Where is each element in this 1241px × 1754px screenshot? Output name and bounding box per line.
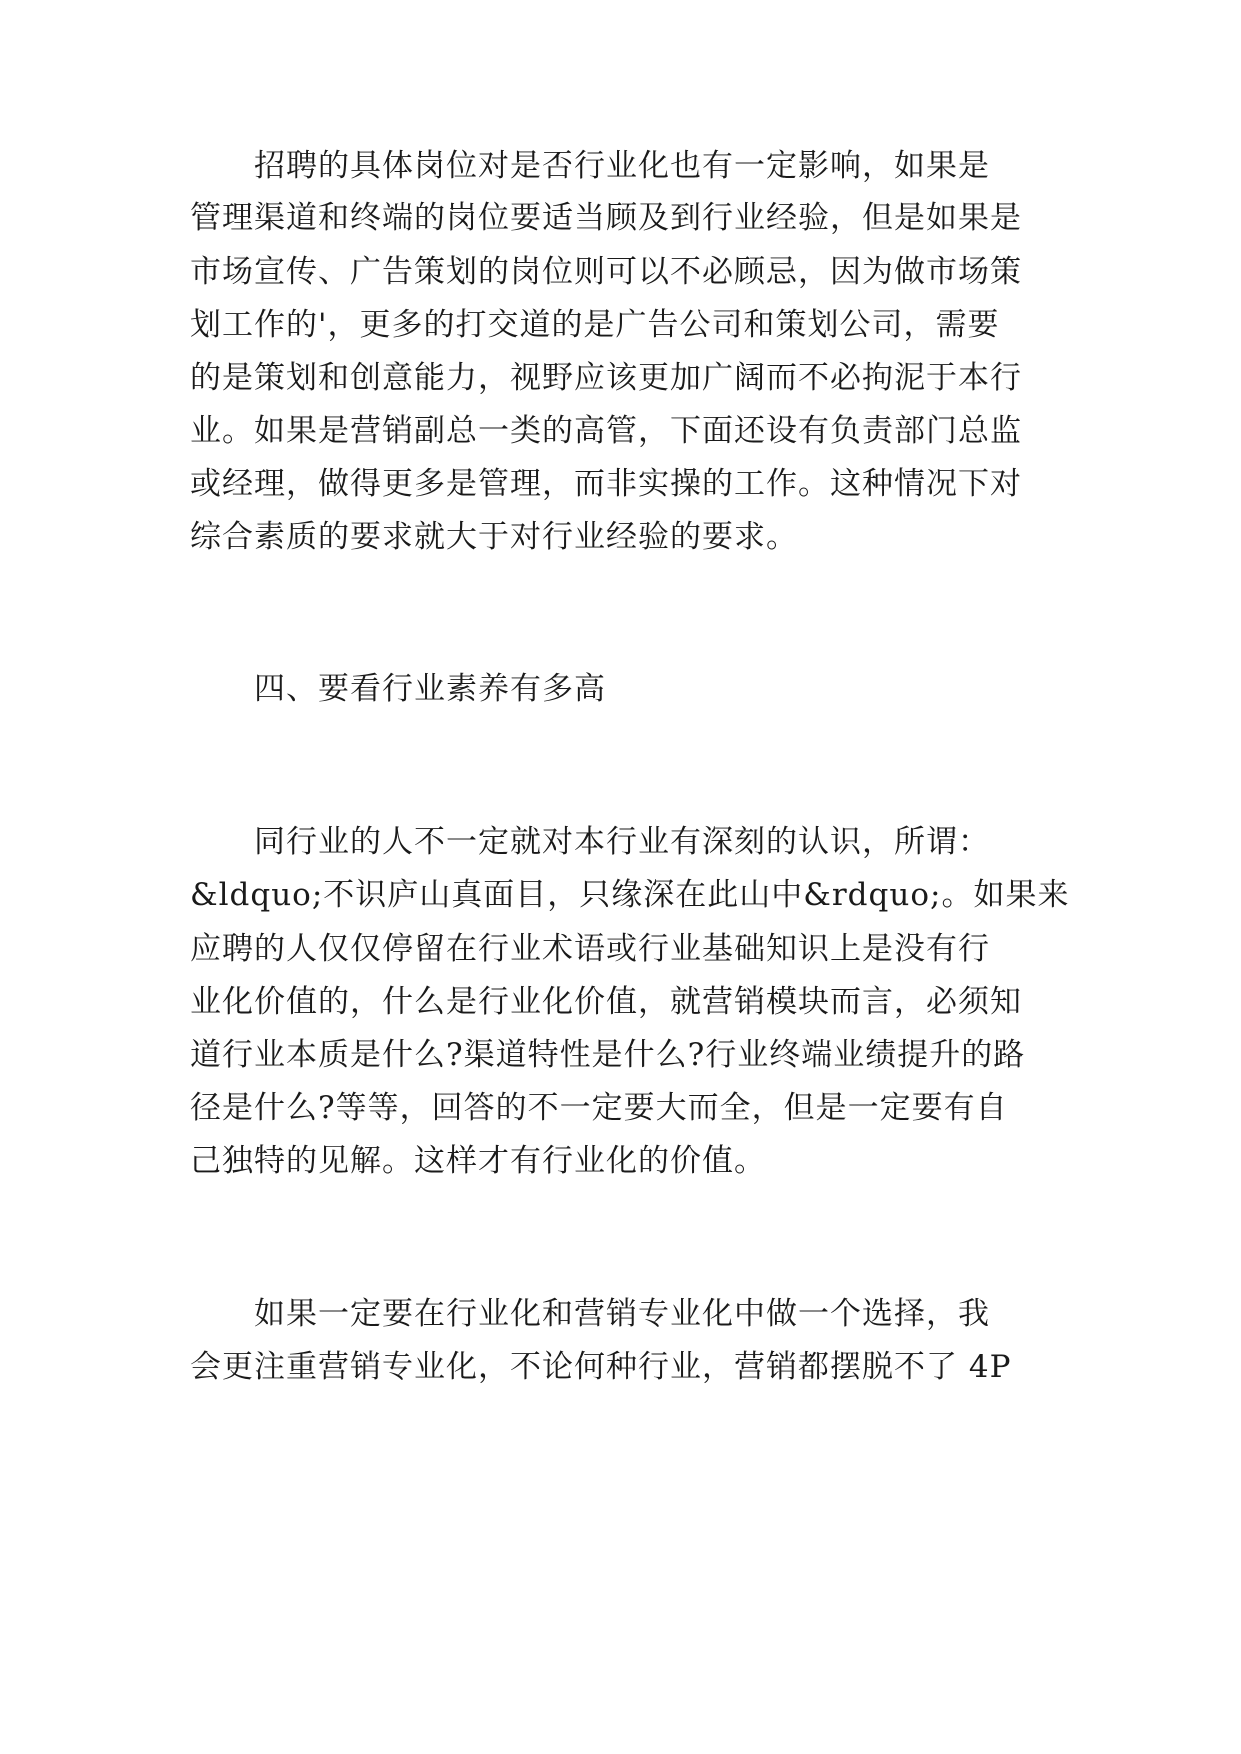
paragraph-2-line-2: &ldquo;不识庐山真面目，只缘深在此山中&rdquo;。如果来 <box>190 877 1070 913</box>
paragraph-2-line-7: 己独特的见解。这样才有行业化的价值。 <box>190 1143 766 1179</box>
paragraph-3-line-1: 如果一定要在行业化和营销专业化中做一个选择，我 <box>190 1296 990 1332</box>
paragraph-1-line-4: 划工作的'，更多的打交道的是广告公司和策划公司，需要 <box>190 307 1000 343</box>
paragraph-2-line-3: 应聘的人仅仅停留在行业术语或行业基础知识上是没有行 <box>190 931 990 967</box>
paragraph-1-line-7: 或经理，做得更多是管理，而非实操的工作。这种情况下对 <box>190 466 1022 502</box>
paragraph-3-line-2: 会更注重营销专业化，不论何种行业，营销都摆脱不了 4P <box>190 1349 1012 1385</box>
paragraph-2-line-4: 业化价值的，什么是行业化价值，就营销模块而言，必须知 <box>190 984 1022 1020</box>
section-heading: 四、要看行业素养有多高 <box>190 671 606 707</box>
paragraph-1-line-3: 市场宣传、广告策划的岗位则可以不必顾忌，因为做市场策 <box>190 254 1022 290</box>
paragraph-2-line-5: 道行业本质是什么?渠道特性是什么?行业终端业绩提升的路 <box>190 1037 1026 1073</box>
paragraph-1-line-6: 业。如果是营销副总一类的高管，下面还设有负责部门总监 <box>190 413 1022 449</box>
paragraph-2-line-1: 同行业的人不一定就对本行业有深刻的认识，所谓： <box>190 824 990 860</box>
paragraph-1-line-1: 招聘的具体岗位对是否行业化也有一定影响，如果是 <box>190 148 990 184</box>
paragraph-1-line-5: 的是策划和创意能力，视野应该更加广阔而不必拘泥于本行 <box>190 360 1022 396</box>
paragraph-1-line-2: 管理渠道和终端的岗位要适当顾及到行业经验，但是如果是 <box>190 200 1022 236</box>
paragraph-1-line-8: 综合素质的要求就大于对行业经验的要求。 <box>190 519 798 555</box>
paragraph-2-line-6: 径是什么?等等，回答的不一定要大而全，但是一定要有自 <box>190 1090 1008 1126</box>
